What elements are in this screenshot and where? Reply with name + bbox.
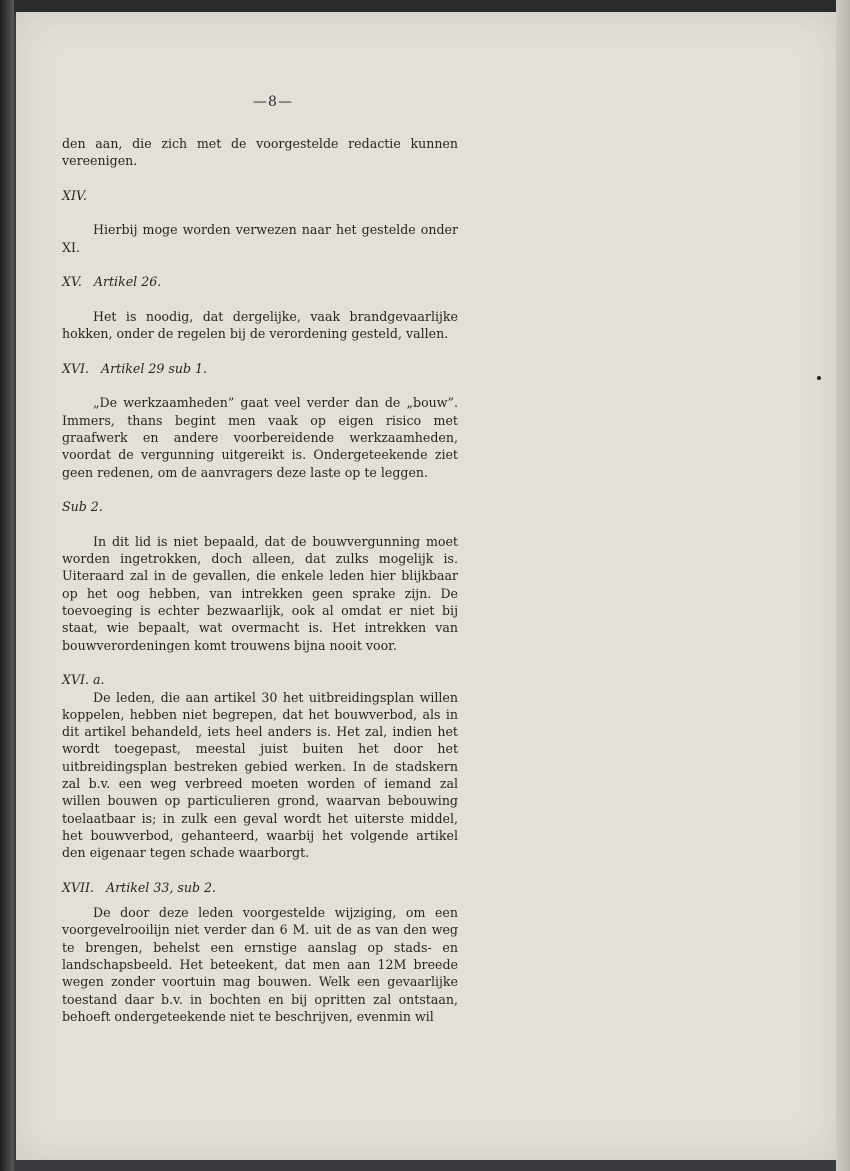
document-page xyxy=(16,12,836,1160)
paragraph: De door deze leden voorgestelde wijziging, om een voorgevelrooilijn niet verder dan 6 M. uit de as van den weg te brengen, behelst een ernstige aanslag op stads- en landschapsbeeld. Het beteekent, dat men aan 12M breede wegen zonder voortuin mag bouwen. Welk een gevaarlijke toestand daar b.v. in bochten en bij opritten zal ontstaan, behoeft ondergeteekende niet te beschrijven, evenmin wil xyxy=(62,905,458,1024)
section-heading: XVI. a. xyxy=(62,672,105,688)
section-heading: XV. Artikel 26. xyxy=(62,274,162,290)
section-heading: Sub 2. xyxy=(62,499,103,515)
paper-speck xyxy=(817,376,821,380)
paragraph: Hierbij moge worden verwezen naar het gestelde onder XI. xyxy=(62,222,458,255)
section-heading: XIV. xyxy=(62,187,87,203)
scan-top-edge xyxy=(0,0,850,12)
paragraph: De leden, die aan artikel 30 het uitbreidingsplan willen koppelen, hebben niet begrepen, dat het bouwverbod, als in dit artikel behandeld, iets heel anders is. Het zal, indien het wordt toegepast, meestal juist buiten het door het uitbreidingsplan bestreken gebied werken. In de stadskern zal b.v. een weg verbreed moeten worden of iemand zal willen bouwen op particulieren grond, waarvan bebouwing toelaatbaar is; in zulk een geval wordt het uiterste middel, het bouwverbod, gehanteerd, waarbij het volgende artikel den eigenaar tegen schade waarborgt. xyxy=(62,689,458,861)
section-heading: XVI. Artikel 29 sub 1. xyxy=(62,360,208,376)
body-text xyxy=(62,135,458,1025)
page-number: —8— xyxy=(253,94,293,110)
scan-right-edge xyxy=(836,0,850,1171)
paragraph: den aan, die zich met de voorgestelde redactie kunnen vereenigen. xyxy=(62,136,458,169)
scan-left-edge xyxy=(0,0,14,1171)
paragraph: In dit lid is niet bepaald, dat de bouwvergunning moet worden ingetrokken, doch alleen, dat zulks mogelijk is. Uiteraard zal in de gevallen, die enkele leden hier blijkbaar op het oog hebben, van intrekken geen sprake zijn. De toevoeging is echter bezwaarlijk, ook al omdat er niet bij staat, wie bepaalt, wat overmacht is. Het intrekken van bouwverordeningen komt trouwens bijna nooit voor. xyxy=(62,533,458,653)
paragraph: „De werkzaamheden” gaat veel verder dan de „bouw”. Immers, thans begint men vaak op eigen risico met graafwerk en andere voorbereidende werkzaamheden, voordat de vergunning uitgereikt is. Ondergeteekende ziet geen redenen, om de aanvragers deze laste op te leggen. xyxy=(62,395,458,480)
paragraph: Het is noodig, dat dergelijke, vaak brandgevaarlijke hokken, onder de regelen bij de verordening gesteld, vallen. xyxy=(62,308,458,342)
section-heading: XVII. Artikel 33, sub 2. xyxy=(62,879,217,895)
